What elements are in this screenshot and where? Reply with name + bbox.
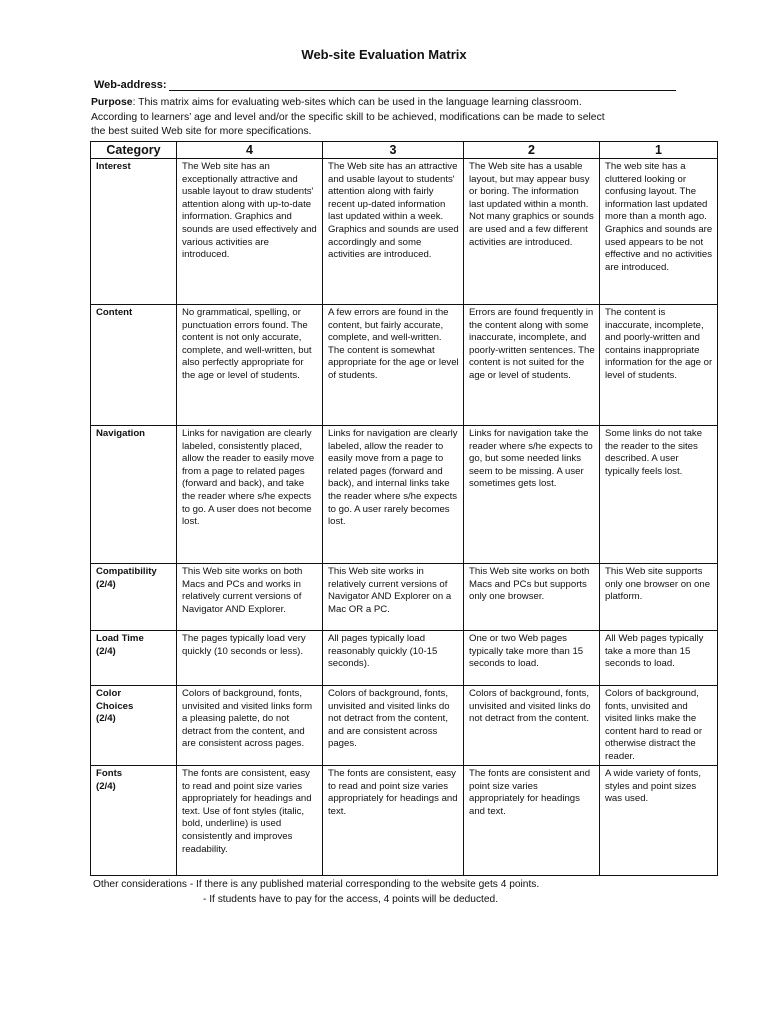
row-category — [91, 686, 177, 766]
cell-score-1: All Web pages typically take a more than 15 seconds to load. — [600, 631, 718, 686]
web-address-blank-line — [169, 79, 676, 91]
table-row-navigation — [91, 426, 718, 564]
row-category — [91, 766, 177, 876]
cell-score-4: The Web site has an exceptionally attractive and usable layout to draw students' attention along with up-to-date information. Graphics and sounds are used effectively and various activities are introduced. — [177, 159, 323, 305]
other-considerations-line-1: Other considerations - If there is any published material corresponding to the website gets 4 points. — [93, 879, 540, 890]
cell-score-1: A wide variety of fonts, styles and point sizes was used. — [600, 766, 718, 876]
category-line: Color — [96, 688, 122, 699]
category-line: Choices — [96, 700, 134, 712]
cell-score-4: Links for navigation are clearly labeled, consistently placed, allow the reader to easily move from a page to related pages (forward and back), and take the reader where s/he expects to go. A user does not become lost. — [177, 426, 323, 564]
cell-score-3: Colors of background, fonts, unvisited and visited links do not detract from the content, and are consistent across pages. — [323, 686, 464, 766]
header-row — [91, 142, 718, 159]
table-row-fonts — [91, 766, 718, 876]
category-line: Fonts — [96, 768, 123, 779]
cell-score-2: This Web site works on both Macs and PCs but supports only one browser. — [464, 564, 600, 631]
table-row-color-choices — [91, 686, 718, 766]
category-line: Interest — [96, 161, 131, 172]
table-row-content — [91, 305, 718, 426]
category-line: Content — [96, 307, 133, 318]
cell-score-1: Some links do not take the reader to the sites described. A user typically feels lost. — [600, 426, 718, 564]
row-category — [91, 159, 177, 305]
header-score-2: 2 — [464, 142, 600, 159]
row-category — [91, 305, 177, 426]
cell-score-2: Links for navigation take the reader where s/he expects to go, but some needed links seem to be missing. A user sometimes gets lost. — [464, 426, 600, 564]
cell-score-3: The Web site has an attractive and usable layout to students' attention along with fairly recent up-dated information last updated within a week. Graphics and sounds are used accordingly and some activities are introduced. — [323, 159, 464, 305]
row-category — [91, 426, 177, 564]
header-score-1: 1 — [600, 142, 718, 159]
category-line: (2/4) — [96, 713, 116, 725]
header-score-3: 3 — [323, 142, 464, 159]
cell-score-2: The fonts are consistent and point size varies appropriately for headings and text. — [464, 766, 600, 876]
category-line: (2/4) — [96, 780, 116, 792]
cell-score-4: The pages typically load very quickly (10 seconds or less). — [177, 631, 323, 686]
row-category — [91, 631, 177, 686]
evaluation-matrix-table — [90, 141, 718, 876]
cell-score-3: A few errors are found in the content, but fairly accurate, complete, and well-written. The content is somewhat appropriate for the age or level of students. — [323, 305, 464, 426]
other-considerations — [93, 877, 733, 907]
cell-score-3: The fonts are consistent, easy to read and point size varies appropriately for headings and text. — [323, 766, 464, 876]
cell-score-1: Colors of background, fonts, unvisited and visited links make the content hard to read or otherwise distract the reader. — [600, 686, 718, 766]
cell-score-2: One or two Web pages typically take more than 15 seconds to load. — [464, 631, 600, 686]
web-address-label: Web-address: — [94, 79, 167, 91]
table-row-interest — [91, 159, 718, 305]
cell-score-1: This Web site supports only one browser on one platform. — [600, 564, 718, 631]
cell-score-1: The content is inaccurate, incomplete, and poorly-written and contains inappropriate information for the age or level of students. — [600, 305, 718, 426]
category-line: (2/4) — [96, 645, 116, 657]
table-row-compatibility — [91, 564, 718, 631]
row-category — [91, 564, 177, 631]
cell-score-4: No grammatical, spelling, or punctuation errors found. The content is not only accurate, complete, and well-written, but also perfectly appropriate for the age or level of students. — [177, 305, 323, 426]
category-line: (2/4) — [96, 578, 116, 590]
cell-score-4: The fonts are consistent, easy to read and point size varies appropriately for headings and text. Use of font styles (italic, bold, underline) is used consistently and improves readability. — [177, 766, 323, 876]
cell-score-3: This Web site works in relatively current versions of Navigator AND Explorer on a Mac OR a PC. — [323, 564, 464, 631]
web-address-row — [94, 79, 676, 91]
category-line: Load Time — [96, 633, 144, 644]
purpose-line-2: According to learners’ age and level and/or the specific skill to be achieved, modifications can be made to select — [91, 111, 605, 123]
cell-score-2: Colors of background, fonts, unvisited and visited links do not detract from the content. — [464, 686, 600, 766]
cell-score-3: Links for navigation are clearly labeled, allow the reader to easily move from a page to related pages (forward and back), and internal links take the reader where s/he expects to go. A user rarely becomes lost. — [323, 426, 464, 564]
other-considerations-line-2: - If students have to pay for the access, 4 points will be deducted. — [203, 894, 499, 905]
header-category: Category — [91, 142, 177, 159]
cell-score-3: All pages typically load reasonably quickly (10-15 seconds). — [323, 631, 464, 686]
purpose-label: Purpose — [91, 97, 133, 108]
purpose-text-1: : This matrix aims for evaluating web-sites which can be used in the language learning classroom. — [132, 97, 582, 108]
cell-score-2: The Web site has a usable layout, but may appear busy or boring. The information last updated within a month. Not many graphics or sounds are used and a few different activities are introduced. — [464, 159, 600, 305]
purpose-line-1 — [91, 96, 691, 111]
cell-score-4: This Web site works on both Macs and PCs and works in relatively current versions of Navigator AND Explorer. — [177, 564, 323, 631]
header-score-4: 4 — [177, 142, 323, 159]
category-line: Navigation — [96, 428, 146, 439]
cell-score-4: Colors of background, fonts, unvisited and visited links form a pleasing palette, do not detract from the content, and are consistent across pages. — [177, 686, 323, 766]
purpose-line-3: the best suited Web site for more specifications. — [91, 126, 312, 138]
cell-score-2: Errors are found frequently in the content along with some inaccurate, incomplete, and poorly-written sentences. The content is not suited for the age or level of students. — [464, 305, 600, 426]
cell-score-1: The web site has a cluttered looking or confusing layout. The information last updated more than a month ago. Graphics and sounds are used appears to be not effective and no activities are introduced. — [600, 159, 718, 305]
document-title: Web-site Evaluation Matrix — [301, 47, 467, 62]
purpose-paragraph — [91, 96, 691, 140]
category-line: Compatibility — [96, 566, 157, 577]
table-row-load-time — [91, 631, 718, 686]
